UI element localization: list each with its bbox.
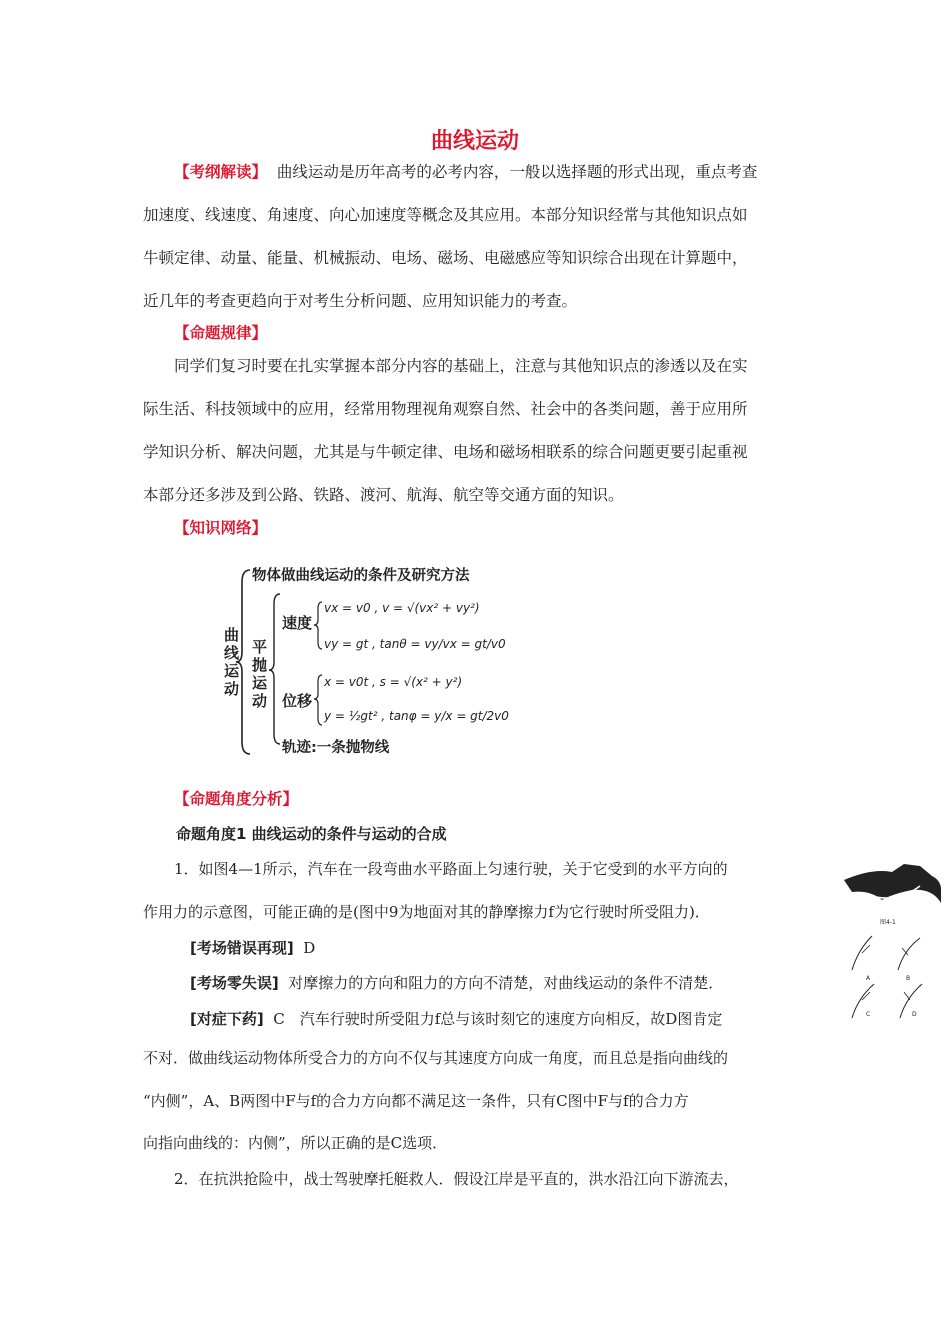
syllabus-line-1: 【考纲解读】 曲线运动是历年高考的必考内容，一般以选择题的形式出现，重点考查: [174, 163, 758, 181]
option-b-label: B: [906, 975, 911, 982]
angle-title: 命题角度1 曲线运动的条件与运动的合成: [176, 825, 447, 843]
diagram-displacement-eq1: x = v0t , s = √(x² + y²): [324, 675, 463, 689]
diagram-displacement-eq2: y = ½gt² , tanφ = y/x = gt/2v0: [324, 709, 509, 723]
pattern-line-3: 学知识分析、解决问题，尤其是与牛顿定律、电场和磁场相联系的综合问题更要引起重视: [143, 443, 748, 461]
question-1-line-2: 作用力的示意图，可能正确的是(图中9为地面对其的静摩擦力f为它行驶时所受阻力)．: [143, 903, 710, 921]
error-label: [考场错误再现]: [190, 939, 294, 957]
diagram-speed-eq1: vx = v0 , v = √(vx² + vy²): [324, 601, 480, 615]
diagram-speed-label: 速度: [282, 614, 313, 632]
option-d-curve: [900, 984, 922, 1018]
option-a-label: A: [866, 975, 871, 982]
syllabus-line-3: 牛顿定律、动量、能量、机械振动、电场、磁场、电磁感应等知识综合出现在计算题中，: [143, 249, 748, 267]
cure-line-4: 向指向曲线的：内侧”，所以正确的是C选项．: [143, 1134, 448, 1152]
diagram-track: 轨迹:一条抛物线: [282, 740, 390, 756]
pattern-paragraph: [143, 345, 806, 517]
pattern-line-4: 本部分还多涉及到公路、铁路、渡河、航海、航空等交通方面的知识。: [143, 486, 624, 504]
syllabus-line-4: 近几年的考查更趋向于对考生分析问题、应用知识能力的考查。: [143, 292, 578, 310]
diagram-root-label: 曲: [224, 626, 240, 644]
syllabus-paragraph: [143, 151, 806, 323]
diagram-speed-brace: [314, 602, 322, 649]
diagram-sub-char: 抛: [252, 656, 268, 674]
diagram-item1: 物体做曲线运动的条件及研究方法: [252, 568, 470, 584]
zero-mistake-label: [考场零失误]: [190, 974, 279, 992]
diagram-sub-char: 平: [252, 638, 268, 656]
page-title: 曲线运动: [430, 129, 519, 154]
diagram-main-brace: [236, 570, 250, 754]
cure-first-line: C 汽车行驶时所受阻力f总与该时刻它的速度方向相反，故D图肯定: [273, 1010, 723, 1028]
option-d-label: D: [912, 1011, 917, 1018]
error-row: [190, 937, 315, 958]
error-value: D: [303, 939, 316, 957]
diagram-speed-eq2: vy = gt , tanθ = vy/vx = gt/v0: [324, 637, 506, 651]
diagram-root-char: 运: [224, 662, 240, 680]
cure-row: [190, 1008, 722, 1029]
diagram-sub-char: 动: [252, 692, 268, 710]
option-d-force: [904, 992, 910, 1000]
question-1-line-1: 1．如图4—1所示，汽车在一段弯曲水平路面上匀速行驶，关于它受到的水平方向的: [174, 860, 728, 878]
pattern-line-2: 际生活、科技领域中的应用，经常用物理视角观察自然、社会中的各类问题，善于应用所: [143, 400, 748, 418]
figure-caption: 图4-1: [880, 919, 896, 926]
diagram-displacement-label: 位移: [282, 692, 313, 710]
syllabus-label: 【考纲解读】: [174, 163, 268, 181]
option-b-curve: [898, 938, 920, 970]
zero-mistake-row: [190, 972, 723, 993]
knowledge-network-diagram: [222, 562, 522, 762]
option-c-curve: [852, 984, 874, 1018]
option-c-label: C: [866, 1011, 871, 1018]
diagram-sub-char: 运: [252, 674, 268, 692]
cure-line-3: “内侧”，A、B两图中F与f的合力方向都不满足这一条件，只有C图中F与f的合力方: [143, 1092, 689, 1110]
zero-mistake-text: 对摩擦力的方向和阻力的方向不清楚，对曲线运动的条件不清楚．: [288, 974, 724, 992]
pattern-line-1: 同学们复习时要在扎实掌握本部分内容的基础上，注意与其他知识点的渗透以及在实: [174, 357, 748, 375]
knowledge-network-label: 【知识网络】: [174, 519, 268, 537]
diagram-root-char: 动: [224, 680, 240, 698]
angle-analysis-label: 【命题角度分析】: [174, 790, 299, 808]
cure-line-2: 不对．做曲线运动物体所受合力的方向不仅与其速度方向成一角度，而且总是指向曲线的: [143, 1049, 729, 1067]
figure-4-1: [842, 858, 942, 1018]
syllabus-line-2: 加速度、线速度、角速度、向心加速度等概念及其应用。本部分知识经常与其他知识点如: [143, 206, 748, 224]
question-2-line-1: 2．在抗洪抢险中，战士驾驶摩托艇救人．假设江岸是平直的，洪水沿江向下游流去，: [174, 1170, 739, 1188]
pattern-label: 【命题规律】: [174, 324, 268, 342]
diagram-displacement-brace: [314, 675, 322, 725]
cure-label: [对症下药]: [190, 1010, 264, 1028]
diagram-sub-brace: [269, 594, 280, 744]
diagram-root-char: 线: [224, 644, 240, 662]
